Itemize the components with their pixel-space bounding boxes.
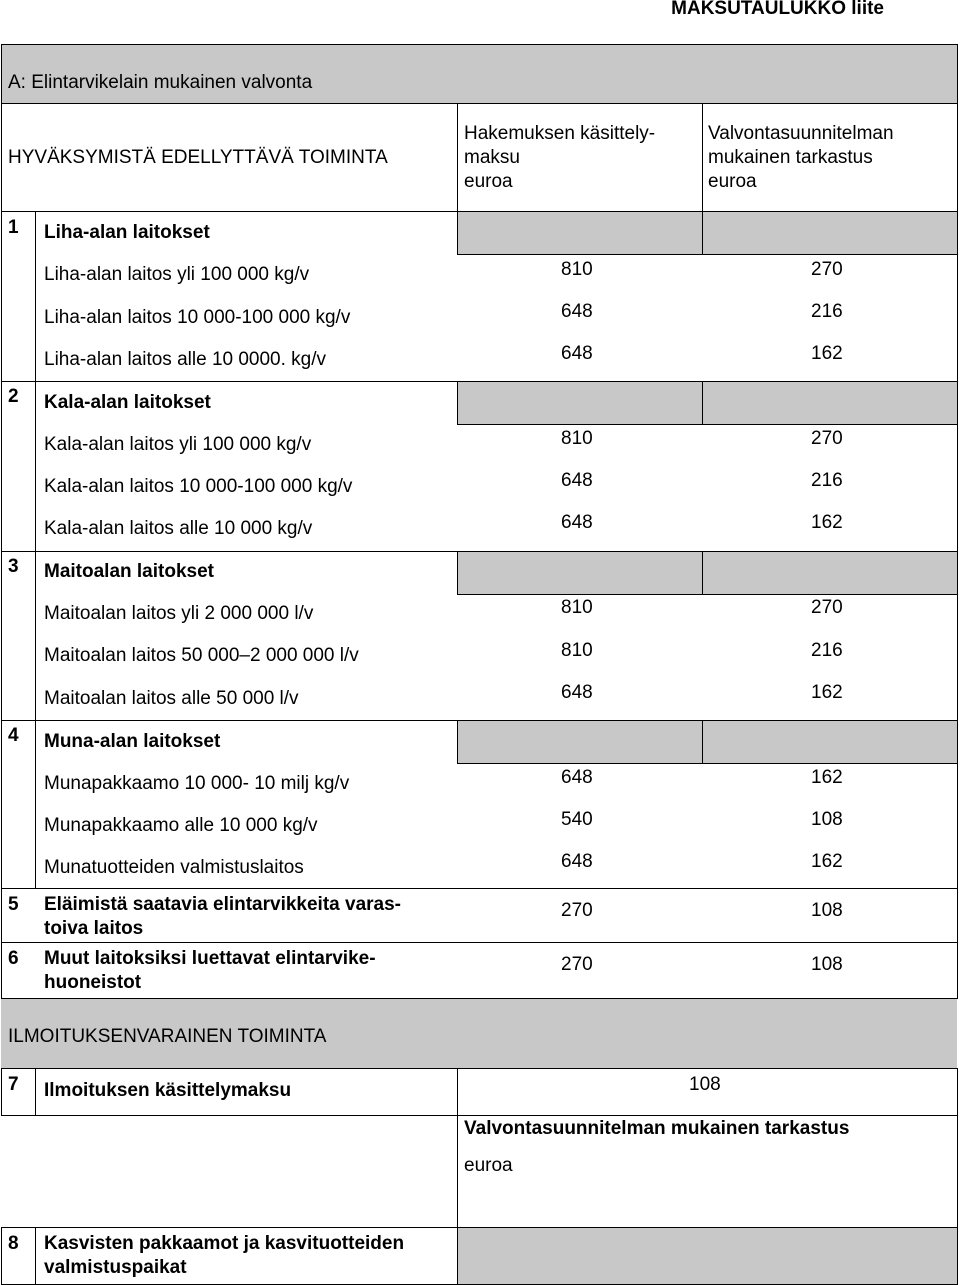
- row-label: Munapakkaamo alle 10 000 kg/v: [44, 815, 318, 836]
- row-fee: 648: [561, 767, 593, 788]
- inspect-col-header-line-2: mukainen tarkastus: [708, 147, 873, 168]
- table-border: [1, 888, 958, 889]
- row-inspection: 216: [811, 470, 843, 491]
- table-border: [957, 1227, 958, 1285]
- table-border: [457, 381, 458, 425]
- row-fee: 648: [561, 470, 593, 491]
- table-border: [457, 551, 458, 595]
- item-label-line-2: valmistuspaikat: [44, 1257, 187, 1278]
- item-number: 7: [8, 1074, 19, 1095]
- row-inspection: 270: [811, 259, 843, 280]
- document-title: MAKSUTAULUKKO liite: [671, 0, 884, 19]
- row-fee: 810: [561, 597, 593, 618]
- table-border: [702, 551, 703, 595]
- table-border: [457, 594, 958, 595]
- table-border: [457, 763, 958, 764]
- group-number: 4: [8, 725, 19, 746]
- item-fee: 270: [561, 900, 593, 921]
- table-border: [457, 720, 458, 764]
- group-3-gray-cell: [457, 552, 957, 594]
- table-border: [1, 44, 958, 45]
- table-border: [957, 1068, 958, 1228]
- row-inspection: 162: [811, 343, 843, 364]
- row-label: Munapakkaamo 10 000- 10 milj kg/v: [44, 773, 350, 794]
- row-label: Maitoalan laitos 50 000–2 000 000 l/v: [44, 645, 359, 666]
- row-label: Munatuotteiden valmistuslaitos: [44, 857, 304, 878]
- table-border: [702, 211, 703, 255]
- group-number: 1: [8, 217, 19, 238]
- item-label-line-1: Eläimistä saatavia elintarvikkeita varas-: [44, 894, 402, 915]
- row-fee: 648: [561, 851, 593, 872]
- row-inspection: 216: [811, 640, 843, 661]
- row-label: Kala-alan laitos 10 000-100 000 kg/v: [44, 476, 353, 497]
- table-border: [35, 1068, 36, 1116]
- table-border: [1, 998, 958, 999]
- section-a-subheading: HYVÄKSYMISTÄ EDELLYTTÄVÄ TOIMINTA: [8, 147, 388, 168]
- item-fee: 270: [561, 954, 593, 975]
- item-label-line-1: Kasvisten pakkaamot ja kasvituotteiden: [44, 1233, 405, 1254]
- table-border: [457, 211, 458, 255]
- group-2-gray-cell: [457, 382, 957, 424]
- item-inspection: 108: [811, 954, 843, 975]
- item-label-line-2: toiva laitos: [44, 918, 144, 939]
- fee-col-header-line-1: Hakemuksen käsittely-: [464, 123, 656, 144]
- row-label: Liha-alan laitos yli 100 000 kg/v: [44, 264, 310, 285]
- table-border: [957, 44, 958, 999]
- table-border: [1, 381, 958, 382]
- group-name: Muna-alan laitokset: [44, 731, 221, 752]
- table-border: [702, 720, 703, 764]
- group-1-gray-cell: [457, 212, 957, 254]
- table-border: [1, 1068, 958, 1069]
- table-border: [1, 103, 958, 104]
- table-border: [457, 1068, 458, 1228]
- row-inspection: 270: [811, 428, 843, 449]
- group-name: Liha-alan laitokset: [44, 222, 210, 243]
- table-border: [457, 1227, 458, 1285]
- row-fee: 810: [561, 640, 593, 661]
- table-border: [1, 211, 958, 212]
- table-border: [457, 254, 958, 255]
- row-label: Kala-alan laitos alle 10 000 kg/v: [44, 518, 313, 539]
- section-a-title: A: Elintarvikelain mukainen valvonta: [8, 72, 313, 93]
- item-label-line-1: Muut laitoksiksi luettavat elintarvike-: [44, 948, 376, 969]
- row-label: Maitoalan laitos yli 2 000 000 l/v: [44, 603, 314, 624]
- row-inspection: 216: [811, 301, 843, 322]
- group-4-gray-cell: [457, 721, 957, 763]
- fee-col-header-line-2: maksu: [464, 147, 520, 168]
- table-border: [702, 381, 703, 425]
- table-border: [1, 551, 958, 552]
- item-label-line-2: huoneistot: [44, 972, 142, 993]
- item-7-label: Ilmoituksen käsittelymaksu: [44, 1080, 292, 1101]
- row-label: Liha-alan laitos 10 000-100 000 kg/v: [44, 307, 351, 328]
- table-border: [457, 103, 458, 211]
- row-inspection: 270: [811, 597, 843, 618]
- row-inspection: 162: [811, 512, 843, 533]
- group-number: 3: [8, 556, 19, 577]
- table-border: [1, 942, 958, 943]
- table-border: [1, 44, 2, 999]
- row-label: Maitoalan laitos alle 50 000 l/v: [44, 688, 299, 709]
- row-inspection: 162: [811, 851, 843, 872]
- row-label: Liha-alan laitos alle 10 0000. kg/v: [44, 349, 327, 370]
- row-label: Kala-alan laitos yli 100 000 kg/v: [44, 434, 312, 455]
- row-fee: 648: [561, 343, 593, 364]
- notif-unit: euroa: [464, 1155, 513, 1176]
- item-number: 8: [8, 1233, 19, 1254]
- notif-section-title: ILMOITUKSENVARAINEN TOIMINTA: [8, 1026, 327, 1047]
- table-border: [35, 211, 36, 888]
- table-border: [1, 1115, 958, 1116]
- row-inspection: 162: [811, 682, 843, 703]
- table-border: [1, 1227, 2, 1285]
- inspect-col-header-line-3: euroa: [708, 171, 757, 192]
- table-border: [702, 103, 703, 211]
- table-border: [457, 424, 958, 425]
- item-number: 6: [8, 948, 19, 969]
- fee-col-header-line-3: euroa: [464, 171, 513, 192]
- row-fee: 810: [561, 428, 593, 449]
- table-border: [1, 720, 958, 721]
- row-fee: 648: [561, 301, 593, 322]
- row-inspection: 162: [811, 767, 843, 788]
- item-7-fee: 108: [689, 1074, 721, 1095]
- row-fee: 648: [561, 682, 593, 703]
- row-fee: 540: [561, 809, 593, 830]
- row-fee: 648: [561, 512, 593, 533]
- row-fee: 810: [561, 259, 593, 280]
- group-name: Maitoalan laitokset: [44, 561, 214, 582]
- table-border: [35, 1227, 36, 1285]
- group-number: 2: [8, 386, 19, 407]
- group-name: Kala-alan laitokset: [44, 392, 211, 413]
- item-number: 5: [8, 894, 19, 915]
- notif-inspection-header: Valvontasuunnitelman mukainen tarkastus: [464, 1118, 850, 1139]
- item-inspection: 108: [811, 900, 843, 921]
- item-8-gray-cell: [457, 1228, 957, 1284]
- table-border: [1, 1068, 2, 1116]
- row-inspection: 108: [811, 809, 843, 830]
- table-border: [1, 1227, 958, 1228]
- inspect-col-header-line-1: Valvontasuunnitelman: [708, 123, 894, 144]
